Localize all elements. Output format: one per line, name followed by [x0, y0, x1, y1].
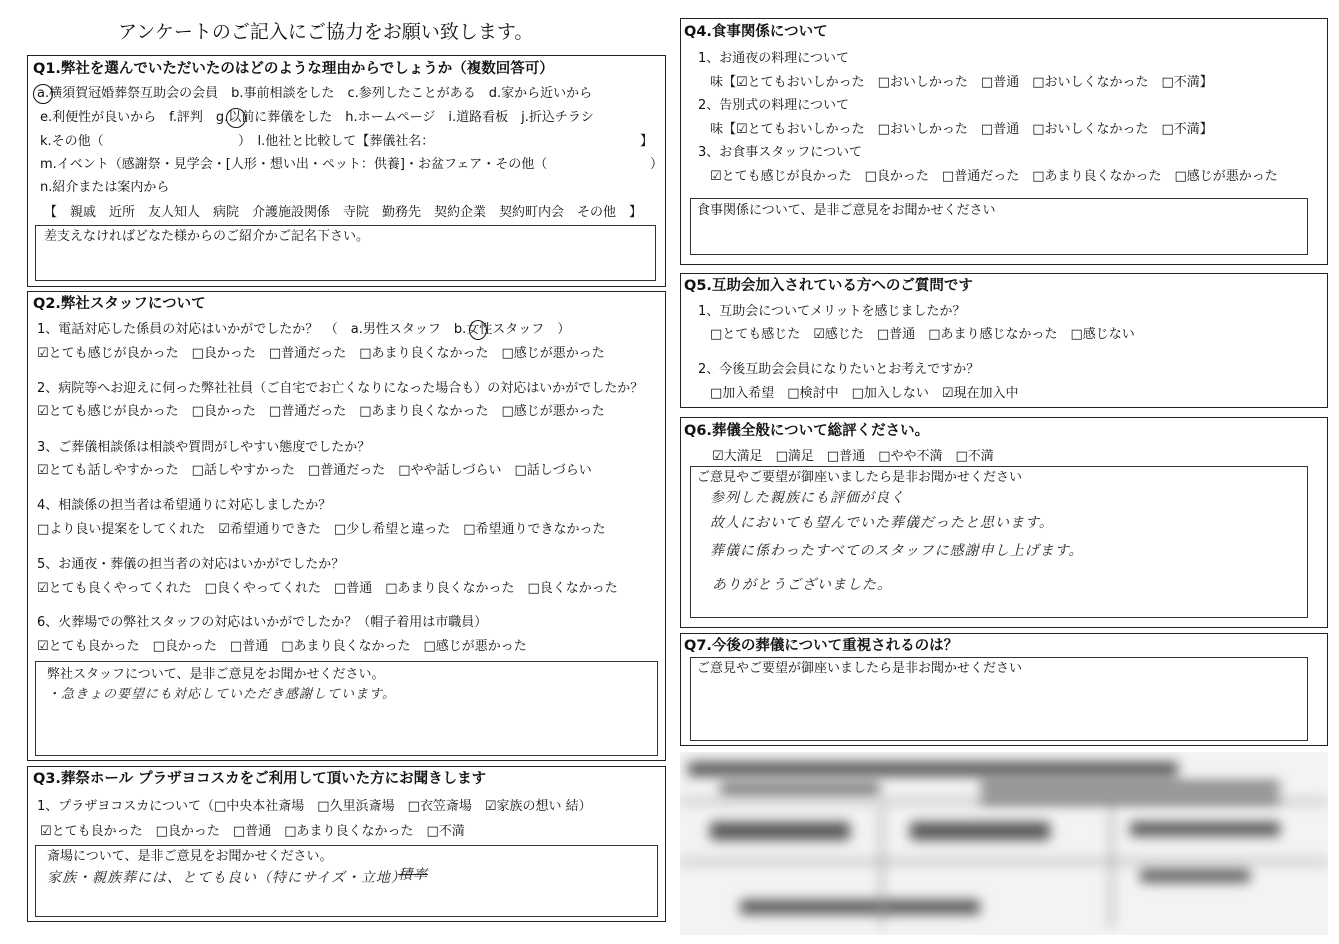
- redacted-region: [680, 752, 1328, 935]
- q2-s1-question: 1、電話対応した係員の対応はいかがでしたか？ （ a.男性スタッフ b.女性スタッフ ）: [37, 322, 571, 337]
- q1-line3-c: 】: [640, 134, 654, 149]
- q2-s1-answer: ☑とても感じが良かった □良かった □普通だった □あまり良くなかった □感じが悪かった: [37, 346, 605, 361]
- q6-handwritten-line-3: 葬儀に係わったすべてのスタッフに感謝申し上げます。: [710, 543, 1084, 559]
- q5-heading: Q5.互助会加入されている方へのご質問です: [684, 278, 973, 294]
- q1-circle-a: [33, 84, 53, 104]
- q1-line4-a: m.イベント（感謝祭・見学会・[人形・想い出・ペット：供養]・お盆フェア・その他（: [40, 157, 548, 172]
- page-title: アンケートのご記入にご協力をお願い致します。: [118, 21, 534, 43]
- q2-s6-answer: ☑とても良かった □良かった □普通 □あまり良くなかった □感じが悪かった: [37, 639, 527, 654]
- q4-s1-question: 1、お通夜の料理について: [698, 51, 850, 66]
- q2-s3-answer: ☑とても話しやすかった □話しやすかった □普通だった □やや話しづらい □話しづらい: [37, 463, 592, 478]
- q5-s1-answer: □とても感じた ☑感じた □普通 □あまり感じなかった □感じない: [710, 327, 1135, 342]
- q6-answer: ☑大満足 □満足 □普通 □やや不満 □不満: [712, 449, 994, 464]
- q1-line4-b: ）: [650, 157, 664, 172]
- q4-heading: Q4.食事関係について: [684, 24, 828, 40]
- q3-heading: Q3.葬祭ホール プラザヨコスカをご利用して頂いた方にお聞きします: [33, 771, 487, 787]
- q3-s1-answer: ☑とても良かった □良かった □普通 □あまり良くなかった □不満: [40, 824, 465, 839]
- q1-line5: n.紹介または案内から: [40, 180, 170, 195]
- q4-box-label: 食事関係について、是非ご意見をお聞かせください: [697, 203, 996, 218]
- q6-box-label: ご意見やご要望が御座いましたら是非お聞かせください: [697, 470, 1023, 485]
- q2-circle-b: [469, 320, 487, 340]
- q2-heading: Q2.弊社スタッフについて: [33, 296, 206, 312]
- q3-box-label: 斎場について、是非ご意見をお聞かせください。: [47, 849, 333, 864]
- q4-s3-answer: ☑とても感じが良かった □良かった □普通だった □あまり良くなかった □感じが悪かった: [710, 169, 1278, 184]
- q2-s2-question: 2、病院等へお迎えに伺った弊社社員（ご自宅でお亡くなりになった場合も）の対応はいかがでしたか？: [37, 381, 644, 396]
- q3-struck-word: 積率: [398, 867, 428, 883]
- q3-handwritten-comment: 家族・親族葬には、とても良い（特にサイズ・立地）: [47, 870, 406, 886]
- q2-handwritten-comment: ・急きょの要望にも対応していただき感謝しています。: [47, 687, 396, 702]
- q2-s4-answer: □より良い提案をしてくれた ☑希望通りできた □少し希望と違った □希望通りできなかった: [37, 522, 606, 537]
- q1-line3-a: k.その他（: [40, 134, 104, 149]
- q7-heading: Q7.今後の葬儀について重視されるのは？: [684, 638, 959, 654]
- q3-s1-question: 1、プラザヨコスカについて（□中央本社斎場 □久里浜斎場 □衣笠斎場 ☑家族の想い 結）: [37, 799, 592, 814]
- q6-handwritten-line-1: 参列した親族にも評価が良く: [710, 490, 905, 506]
- q1-box-label: 差支えなければどなた様からのご紹介かご記名下さい。: [44, 229, 370, 244]
- q1-line3-b: ） l.他社と比較して【葬儀社名：: [238, 134, 435, 149]
- q6-handwritten-line-4: ありがとうございました。: [712, 577, 892, 593]
- q7-box-label: ご意見やご要望が御座いましたら是非お聞かせください: [697, 661, 1023, 676]
- q4-s3-question: 3、お食事スタッフについて: [698, 145, 863, 160]
- q4-s2-answer: 味【☑とてもおいしかった □おいしかった □普通 □おいしくなかった □不満】: [710, 122, 1213, 137]
- q2-s2-answer: ☑とても感じが良かった □良かった □普通だった □あまり良くなかった □感じが悪かった: [37, 404, 605, 419]
- q5-s1-question: 1、互助会についてメリットを感じましたか？: [698, 304, 966, 319]
- q2-box-label: 弊社スタッフについて、是非ご意見をお聞かせください。: [47, 667, 385, 682]
- q1-circle-g: [226, 108, 246, 128]
- q1-line1: a.横須賀冠婚葬祭互助会の会員 b.事前相談をした c.参列したことがある d.家から近いから: [37, 86, 593, 101]
- q2-s4-question: 4、相談係の担当者は希望通りに対応しましたか？: [37, 498, 332, 513]
- q2-s5-answer: ☑とても良くやってくれた □良くやってくれた □普通 □あまり良くなかった □良くなかった: [37, 581, 618, 596]
- q2-s6-question: 6、火葬場での弊社スタッフの対応はいかがでしたか？（帽子着用は市職員）: [37, 615, 488, 630]
- q5-s2-question: 2、今後互助会会員になりたいとお考えですか？: [698, 362, 980, 377]
- q6-heading: Q6.葬儀全般について総評ください。: [684, 423, 930, 439]
- q2-s3-question: 3、ご葬儀相談係は相談や質問がしやすい態度でしたか？: [37, 440, 371, 455]
- q1-line6: 【 親戚 近所 友人知人 病院 介護施設関係 寺院 勤務先 契約企業 契約町内会 その他 】: [44, 205, 643, 220]
- q6-handwritten-line-2: 故人においても望んでいた葬儀だったと思います。: [710, 515, 1054, 531]
- q4-s2-question: 2、告別式の料理について: [698, 98, 850, 113]
- q5-s2-answer: □加入希望 □検討中 □加入しない ☑現在加入中: [710, 386, 1019, 401]
- q1-line2: e.利便性が良いから f.評判 g.以前に葬儀をした h.ホームページ i.道路看板 j.折込チラシ: [40, 110, 594, 125]
- q4-s1-answer: 味【☑とてもおいしかった □おいしかった □普通 □おいしくなかった □不満】: [710, 75, 1213, 90]
- q2-s5-question: 5、お通夜・葬儀の担当者の対応はいかがでしたか？: [37, 557, 345, 572]
- q1-heading: Q1.弊社を選んでいただいたのはどのような理由からでしょうか（複数回答可）: [33, 61, 554, 77]
